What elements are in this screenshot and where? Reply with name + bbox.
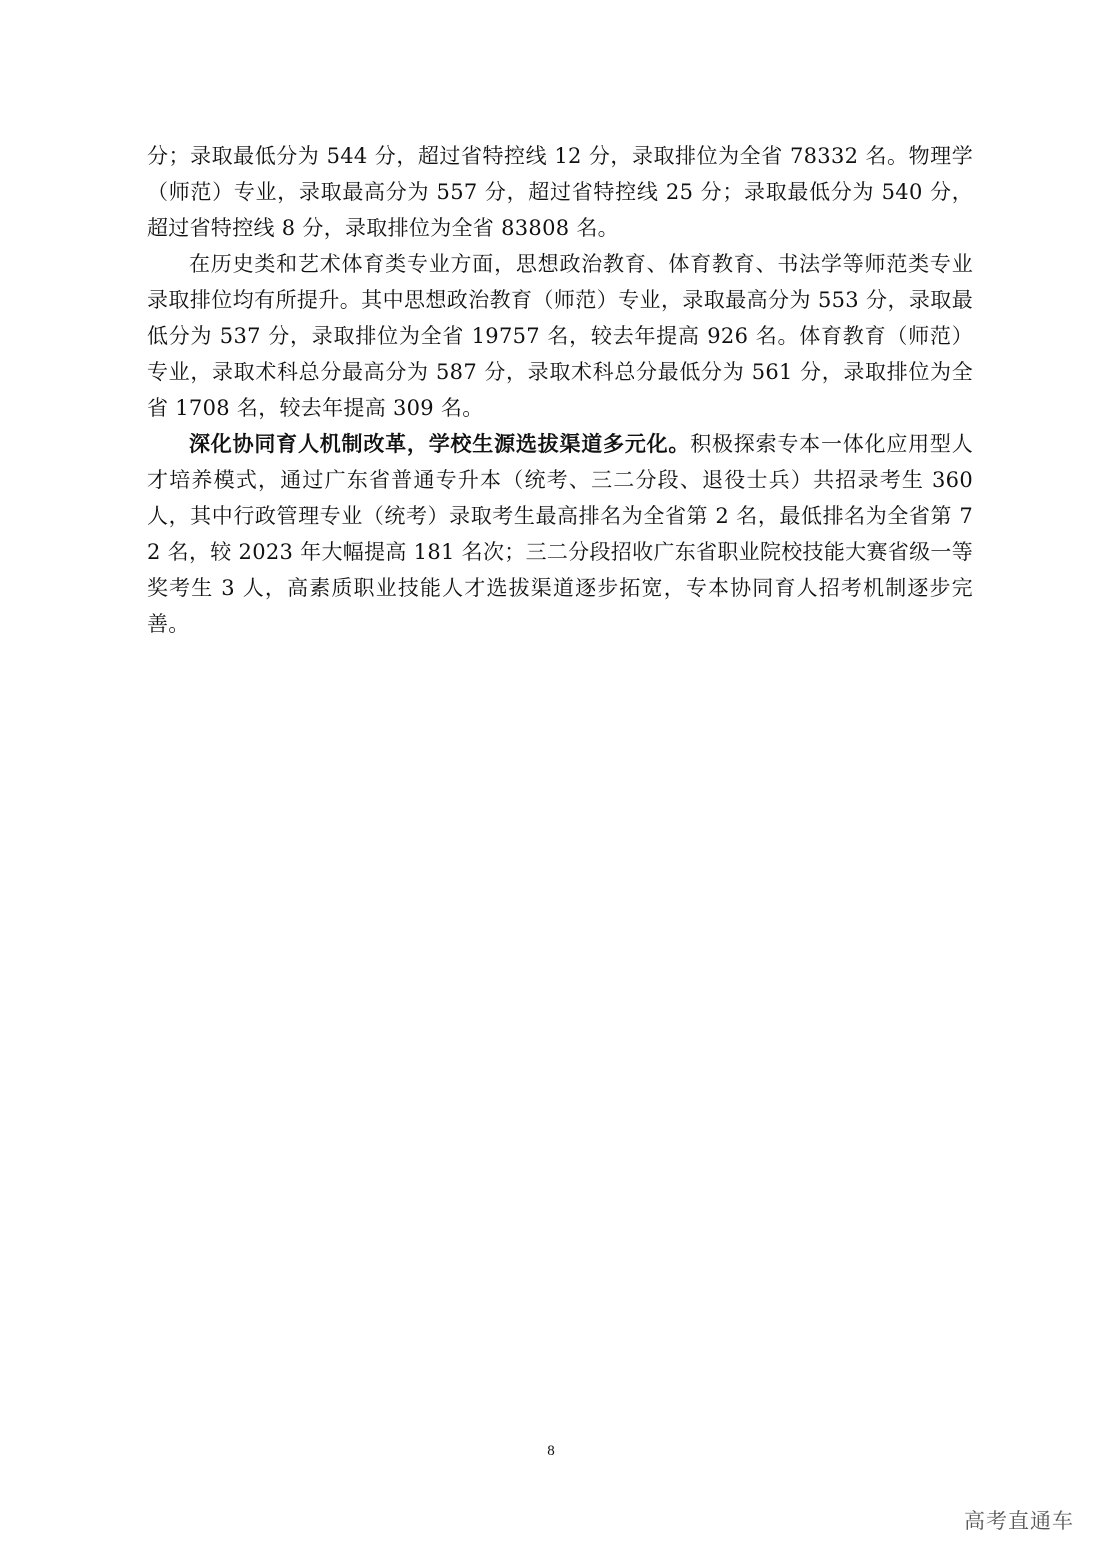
- paragraph-3-bold-lead: 深化协同育人机制改革，学校生源选拔渠道多元化。: [189, 432, 691, 456]
- paragraph-1: [147, 138, 973, 246]
- document-body: [147, 138, 973, 642]
- paragraph-1-text: 分；录取最低分为 544 分，超过省特控线 12 分，录取排位为全省 78332 名。物理学（师范）专业，录取最高分为 557 分，超过省特控线 25 分；录取最低分为 540 分，超过省特控线 8 分，录取排位为全省 83808 名。: [147, 144, 973, 240]
- page-number: 8: [547, 1443, 555, 1459]
- watermark: 高考直通车: [964, 1509, 1074, 1533]
- paragraph-3: [147, 426, 973, 642]
- paragraph-3-text: 积极探索专本一体化应用型人才培养模式，通过广东省普通专升本（统考、三二分段、退役士兵）共招录考生 360 人，其中行政管理专业（统考）录取考生最高排名为全省第 2 名，最低排名为全省第 72 名，较 2023 年大幅提高 181 名次；三二分段招收广东省职业院校技能大赛省级一等奖考生 3 人，高素质职业技能人才选拔渠道逐步拓宽，专本协同育人招考机制逐步完善。: [147, 432, 973, 636]
- paragraph-2: [147, 246, 973, 426]
- paragraph-2-text: 在历史类和艺术体育类专业方面，思想政治教育、体育教育、书法学等师范类专业录取排位均有所提升。其中思想政治教育（师范）专业，录取最高分为 553 分，录取最低分为 537 分，录取排位为全省 19757 名，较去年提高 926 名。体育教育（师范）专业，录取术科总分最高分为 587 分，录取术科总分最低分为 561 分，录取排位为全省 1708 名，较去年提高 309 名。: [147, 252, 973, 420]
